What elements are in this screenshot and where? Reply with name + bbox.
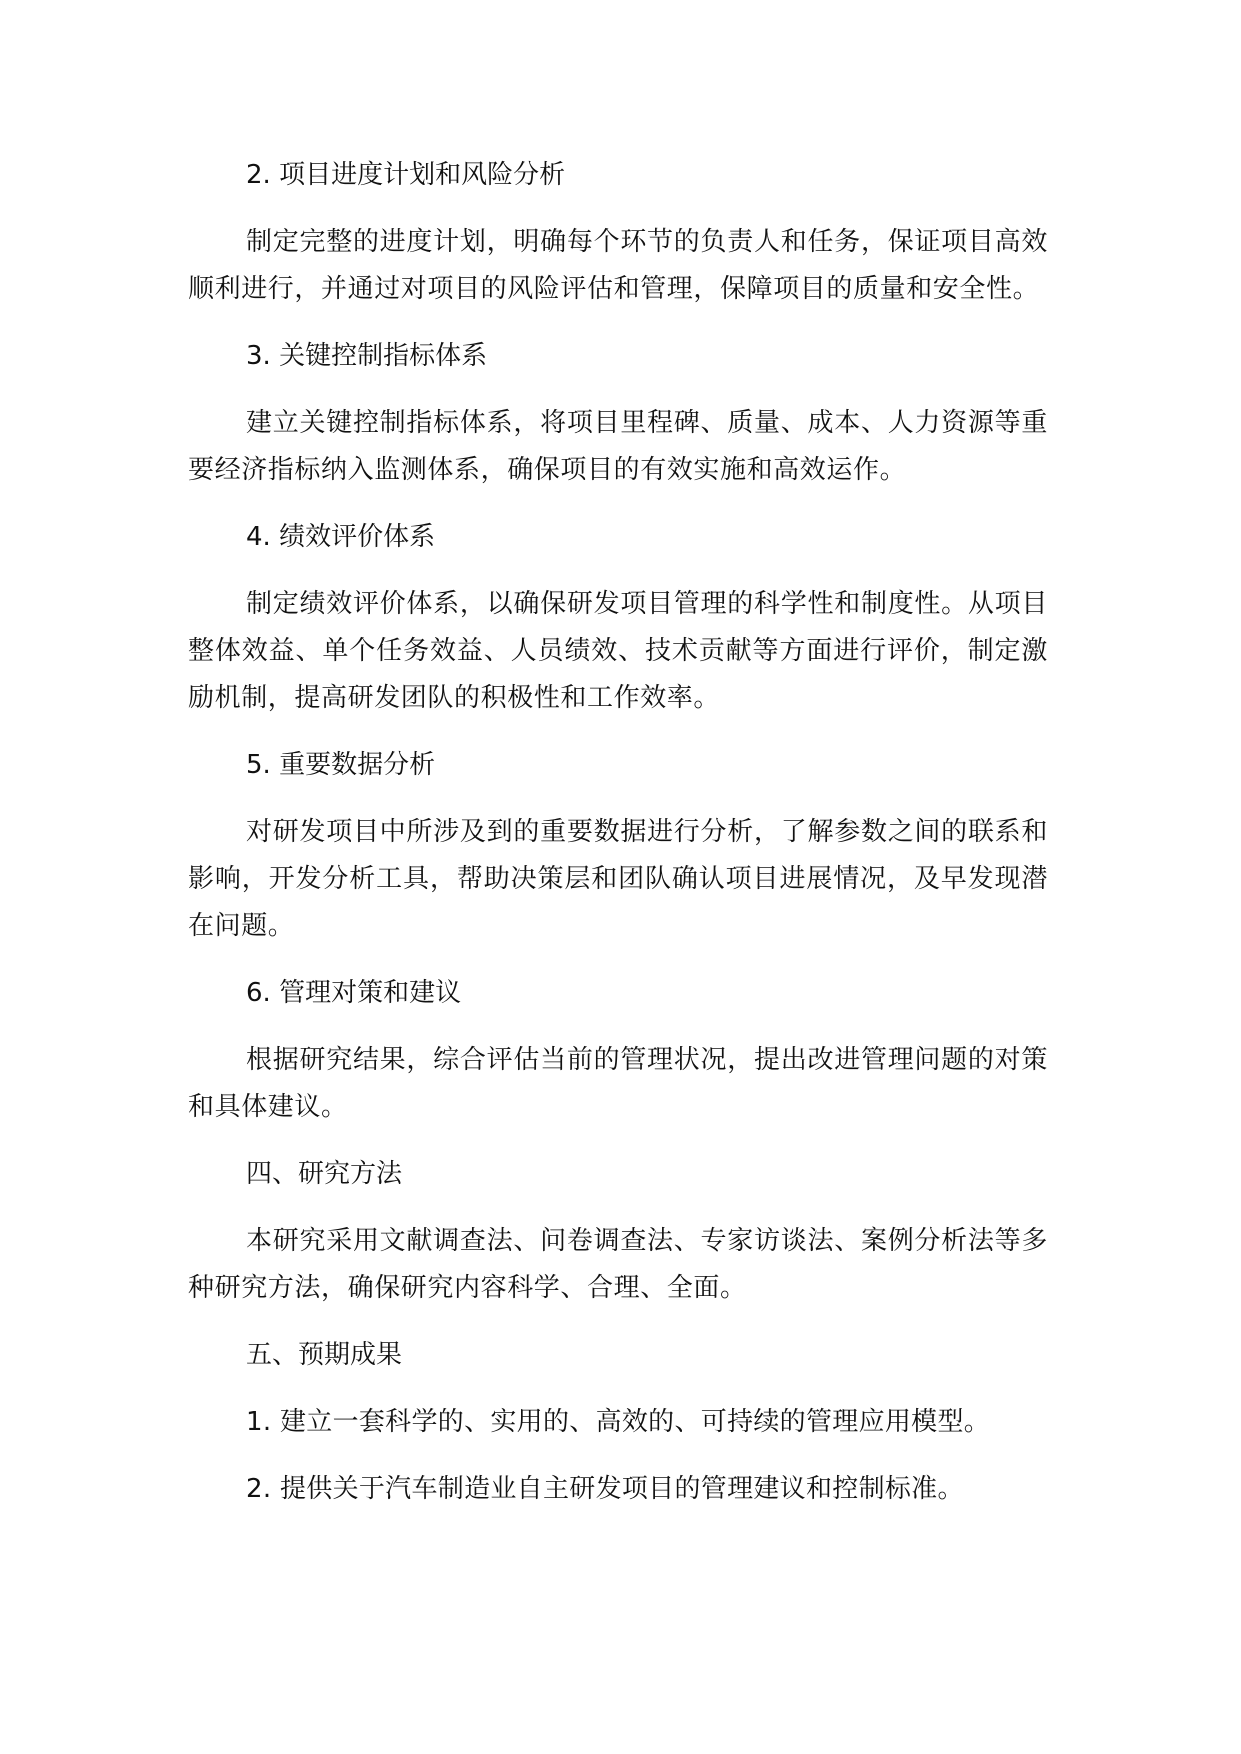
section-heading-research-methods: 四、研究方法	[246, 1159, 403, 1189]
section-body-key-indicators: 建立关键控制指标体系，将项目里程碑、质量、成本、人力资源等重要经济指标纳入监测体系，确保项目的有效实施和高效运作。	[188, 408, 1048, 485]
section-heading-expected-outcomes: 五、预期成果	[246, 1340, 403, 1370]
outcome-item-2: 2. 提供关于汽车制造业自主研发项目的管理建议和控制标准。	[246, 1474, 964, 1504]
section-heading-countermeasures: 6. 管理对策和建议	[246, 978, 462, 1008]
section-heading-progress-risk: 2. 项目进度计划和风险分析	[246, 160, 566, 190]
section-heading-data-analysis: 5. 重要数据分析	[246, 750, 436, 780]
document-content	[188, 152, 1048, 1533]
section-body-performance: 制定绩效评价体系，以确保研发项目管理的科学性和制度性。从项目整体效益、单个任务效益、人员绩效、技术贡献等方面进行评价，制定激励机制，提高研发团队的积极性和工作效率。	[188, 589, 1048, 713]
outcome-item-1: 1. 建立一套科学的、实用的、高效的、可持续的管理应用模型。	[246, 1407, 991, 1437]
section-body-data-analysis: 对研发项目中所涉及到的重要数据进行分析，了解参数之间的联系和影响，开发分析工具，帮助决策层和团队确认项目进展情况，及早发现潜在问题。	[188, 817, 1048, 941]
section-body-research-methods: 本研究采用文献调查法、问卷调查法、专家访谈法、案例分析法等多种研究方法，确保研究内容科学、合理、全面。	[188, 1226, 1048, 1303]
section-body-progress-risk: 制定完整的进度计划，明确每个环节的负责人和任务，保证项目高效顺利进行，并通过对项目的风险评估和管理，保障项目的质量和安全性。	[188, 227, 1048, 304]
section-heading-performance: 4. 绩效评价体系	[246, 522, 436, 552]
section-heading-key-indicators: 3. 关键控制指标体系	[246, 341, 488, 371]
section-body-countermeasures: 根据研究结果，综合评估当前的管理状况，提出改进管理问题的对策和具体建议。	[188, 1045, 1048, 1122]
